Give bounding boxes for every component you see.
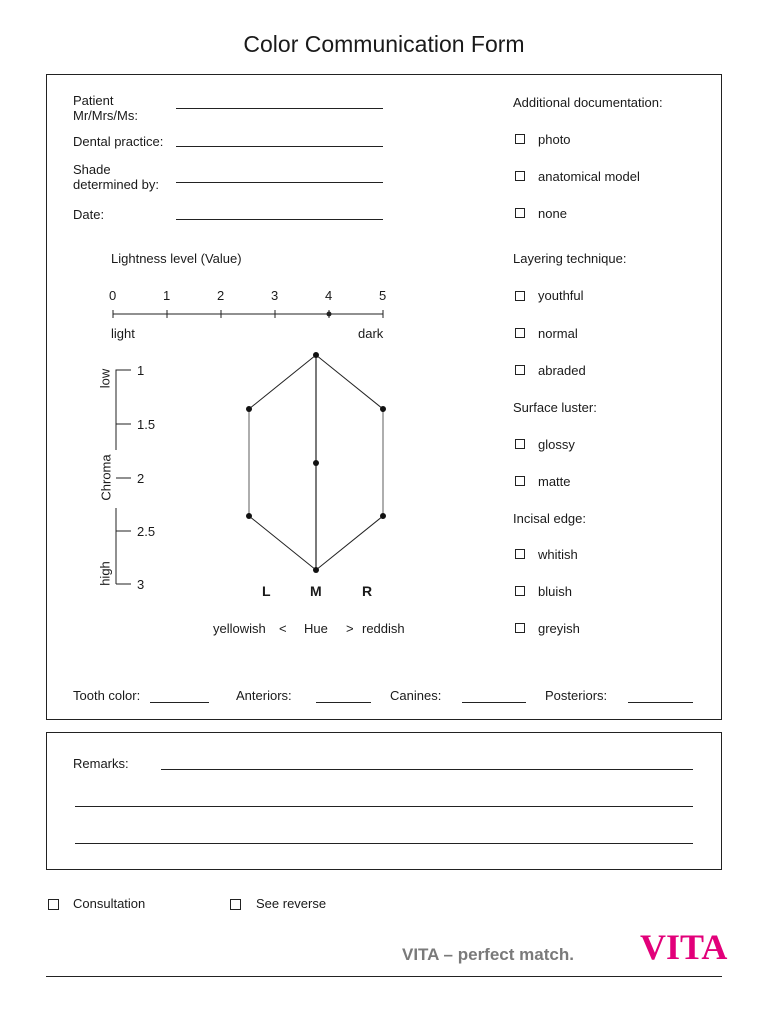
vita-logo: VITA [640, 927, 728, 967]
hue-greater-than: > [346, 621, 354, 636]
greyish-checkbox[interactable] [515, 623, 525, 633]
chroma-tick-1: 1 [137, 363, 145, 378]
bluish-label: bluish [538, 584, 572, 599]
chroma-tick-3: 3 [137, 577, 145, 592]
chroma-axis-label: Chroma [98, 454, 114, 501]
whitish-checkbox[interactable] [515, 549, 525, 559]
chroma-tick-1-5: 1.5 [137, 417, 156, 432]
lightness-tick-5: 5 [379, 288, 387, 303]
footer-divider [46, 976, 722, 977]
chroma-low-label: low [97, 368, 113, 389]
youthful-checkbox[interactable] [515, 291, 525, 301]
anteriors-field[interactable] [316, 702, 371, 703]
remarks-label: Remarks: [73, 756, 129, 771]
remarks-line-1[interactable] [161, 769, 693, 770]
surface-luster-heading: Surface luster: [513, 400, 597, 415]
date-label: Date: [73, 207, 105, 222]
layering-technique-heading: Layering technique: [513, 251, 627, 266]
anatomical-model-label: anatomical model [538, 169, 640, 184]
abraded-label: abraded [538, 363, 586, 378]
anatomical-model-checkbox[interactable] [515, 171, 525, 181]
glossy-checkbox[interactable] [515, 439, 525, 449]
lightness-tick-4: 4 [325, 288, 333, 303]
hue-column-r: R [362, 583, 373, 599]
patient-label-line1: Patient [73, 93, 114, 108]
hue-center-label: Hue [304, 621, 328, 636]
chroma-high-label: high [97, 561, 113, 586]
lightness-tick-2: 2 [217, 288, 225, 303]
additional-documentation-heading: Additional documentation: [513, 95, 663, 110]
photo-label: photo [538, 132, 571, 147]
greyish-label: greyish [538, 621, 580, 636]
incisal-edge-heading: Incisal edge: [513, 511, 586, 526]
shade-label-line2: determined by: [73, 177, 159, 192]
chroma-tick-2: 2 [137, 471, 145, 486]
page-title: Color Communication Form [243, 31, 525, 57]
consultation-label: Consultation [73, 896, 146, 911]
glossy-label: glossy [538, 437, 575, 452]
lightness-low-label: light [111, 326, 135, 341]
anteriors-label: Anteriors: [236, 688, 292, 703]
none-label: none [538, 206, 567, 221]
tooth-color-field[interactable] [150, 702, 209, 703]
matte-label: matte [538, 474, 571, 489]
lightness-tick-0: 0 [109, 288, 117, 303]
whitish-label: whitish [538, 547, 578, 562]
canines-label: Canines: [390, 688, 442, 703]
bluish-checkbox[interactable] [515, 586, 525, 596]
matte-checkbox[interactable] [515, 476, 525, 486]
remarks-line-3[interactable] [75, 843, 693, 844]
normal-label: normal [538, 326, 578, 341]
chroma-tick-2-5: 2.5 [137, 524, 156, 539]
canines-field[interactable] [462, 702, 526, 703]
posteriors-label: Posteriors: [545, 688, 608, 703]
hue-left-label: yellowish [213, 621, 266, 636]
youthful-label: youthful [538, 288, 584, 303]
hue-less-than: < [279, 621, 287, 636]
see-reverse-checkbox[interactable] [230, 899, 241, 910]
remarks-line-2[interactable] [75, 806, 693, 807]
lightness-tick-3: 3 [271, 288, 279, 303]
posteriors-field[interactable] [628, 702, 693, 703]
patient-label-line2: Mr/Mrs/Ms: [73, 108, 138, 123]
tooth-color-label: Tooth color: [73, 688, 141, 703]
consultation-checkbox[interactable] [48, 899, 59, 910]
none-checkbox[interactable] [515, 208, 525, 218]
lightness-title: Lightness level (Value) [111, 251, 242, 266]
lightness-high-label: dark [358, 326, 384, 341]
shade-label-line1: Shade [73, 162, 111, 177]
remarks-box [46, 732, 722, 870]
slogan: VITA – perfect match. [402, 945, 574, 964]
abraded-checkbox[interactable] [515, 365, 525, 375]
hue-column-m: M [310, 583, 322, 599]
see-reverse-label: See reverse [256, 896, 327, 911]
photo-checkbox[interactable] [515, 134, 525, 144]
normal-checkbox[interactable] [515, 328, 525, 338]
hue-column-l: L [262, 583, 271, 599]
lightness-tick-1: 1 [163, 288, 171, 303]
hue-right-label: reddish [362, 621, 405, 636]
practice-label: Dental practice: [73, 134, 164, 149]
